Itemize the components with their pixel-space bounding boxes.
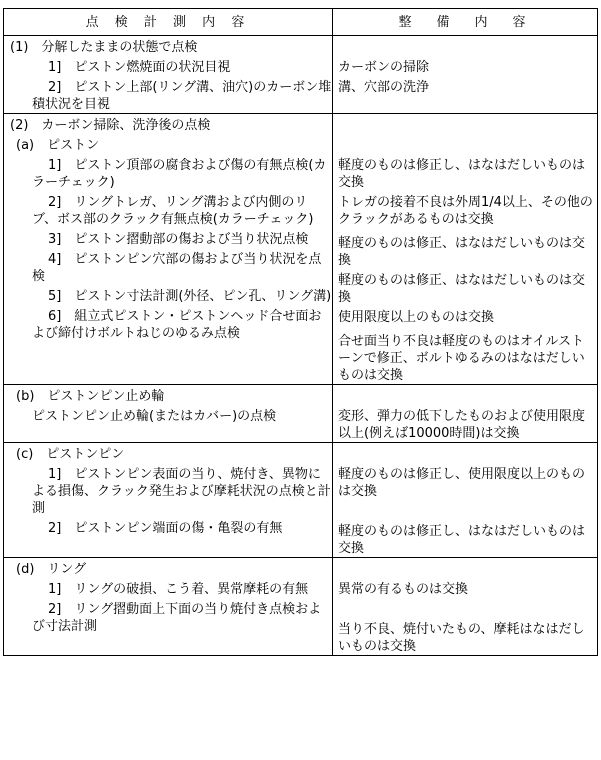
section-2d	[4, 558, 598, 656]
inspection-table	[3, 8, 598, 656]
item-text: ピストン寸法計測(外径、ピン孔、リング溝)	[74, 289, 332, 304]
item-number: 4]	[48, 252, 62, 267]
section-1-right	[333, 36, 598, 114]
inspection-item	[32, 154, 332, 191]
section-2c-right	[333, 443, 598, 558]
item-number: 5]	[48, 289, 62, 304]
section-1	[4, 36, 598, 114]
group-title: (c) ピストンピン	[16, 447, 125, 462]
section-2a-left	[4, 114, 333, 385]
inspection-item	[32, 76, 332, 113]
section-2a-right	[333, 114, 598, 385]
section-2c-left	[4, 443, 333, 558]
item-number: 1]	[48, 60, 62, 75]
maintenance-action: 溝、穴部の洗浄	[338, 80, 430, 95]
item-text: リングトレガ、リング溝および内側のリブ、ボス部のクラック有無点検(カラーチェック)	[32, 195, 314, 227]
header-row	[4, 9, 598, 36]
item-text: リングの破損、こう着、異常摩耗の有無	[74, 582, 309, 597]
maintenance-action: 変形、弾力の低下したものおよび使用限度以上(例えば10000時間)は交換	[338, 409, 586, 441]
item-text: ピストン頂部の腐食および傷の有無点検(カラーチェック)	[32, 158, 327, 190]
section-2b-left	[4, 385, 333, 443]
item-number: 2]	[48, 195, 62, 210]
maintenance-action: 当り不良、焼付いたもの、摩耗はなはだしいものは交換	[338, 622, 585, 654]
inspection-item	[32, 517, 332, 537]
header-maintenance: 整 備 内 容	[333, 9, 598, 36]
item-text: ピストン燃焼面の状況目視	[74, 60, 231, 75]
section-2b-right	[333, 385, 598, 443]
maintenance-action: 軽度のものは修正し、はなはだしいものは交換	[338, 158, 586, 190]
group-title: (d) リング	[16, 562, 87, 577]
inspection-item	[32, 463, 332, 517]
group-title: (a) ピストン	[16, 138, 100, 153]
maintenance-action: カーボンの掃除	[338, 60, 430, 75]
inspection-item	[32, 56, 332, 76]
group-title: (b) ピストンピン止め輪	[16, 389, 165, 404]
item-number: 6]	[48, 309, 62, 324]
item-number: 3]	[48, 232, 62, 247]
maintenance-action: 軽度のものは修正し、使用限度以上のものは交換	[338, 467, 586, 499]
section-2d-left	[4, 558, 333, 656]
maintenance-action: 異常の有るものは交換	[338, 582, 469, 597]
item-text: ピストンピン穴部の傷および当り状況を点検	[32, 252, 322, 284]
maintenance-action: 合せ面当り不良は軽度のものはオイルストーンで修正、ボルトゆるみのはなはだしいものは交換	[338, 334, 585, 383]
item-text: リング摺動面上下面の当り焼付き点検および寸法計測	[32, 602, 322, 634]
header-inspection: 点 検 計 測 内 容	[4, 9, 333, 36]
maintenance-action: 軽度のものは修正、はなはだしいものは交換	[338, 236, 586, 268]
maintenance-action: 使用限度以上のものは交換	[338, 310, 495, 325]
section-2c	[4, 443, 598, 558]
item-text: ピストン上部(リング溝、油穴)のカーボン堆積状況を目視	[32, 80, 332, 112]
inspection-item	[32, 228, 332, 248]
maintenance-action: トレガの接着不良は外周1/4以上、その他のクラックがあるものは交換	[338, 195, 593, 227]
inspection-item	[32, 285, 332, 305]
item-number: 1]	[48, 467, 62, 482]
inspection-item	[32, 598, 332, 635]
inspection-item	[32, 191, 332, 228]
inspection-item	[32, 578, 332, 598]
item-text: ピストンピン端面の傷・亀裂の有無	[74, 521, 283, 536]
inspection-item	[32, 405, 332, 425]
inspection-item	[32, 248, 332, 285]
section-title: (1) 分解したままの状態で点検	[10, 40, 198, 55]
item-number: 1]	[48, 158, 62, 173]
item-number: 2]	[48, 521, 62, 536]
section-2a	[4, 114, 598, 385]
document-page	[3, 8, 597, 656]
inspection-item	[32, 305, 332, 342]
item-number: 1]	[48, 582, 62, 597]
item-number: 2]	[48, 602, 62, 617]
maintenance-action: 軽度のものは修正し、はなはだしいものは交換	[338, 524, 586, 556]
maintenance-action: 軽度のものは修正、はなはだしいものは交換	[338, 273, 586, 305]
item-text: ピストン摺動部の傷および当り状況点検	[74, 232, 309, 247]
section-1-left	[4, 36, 333, 114]
section-title: (2) カーボン掃除、洗浄後の点検	[10, 118, 211, 133]
item-text: ピストンピン止め輪(またはカバー)の点検	[32, 409, 277, 424]
item-text: 組立式ピストン・ピストンヘッド合せ面および締付けボルトねじのゆるみ点検	[32, 309, 322, 341]
section-2d-right	[333, 558, 598, 656]
item-text: ピストンピン表面の当り、焼付き、異物による損傷、クラック発生および摩耗状況の点検と計測	[32, 467, 331, 516]
item-number: 2]	[48, 80, 62, 95]
section-2b	[4, 385, 598, 443]
